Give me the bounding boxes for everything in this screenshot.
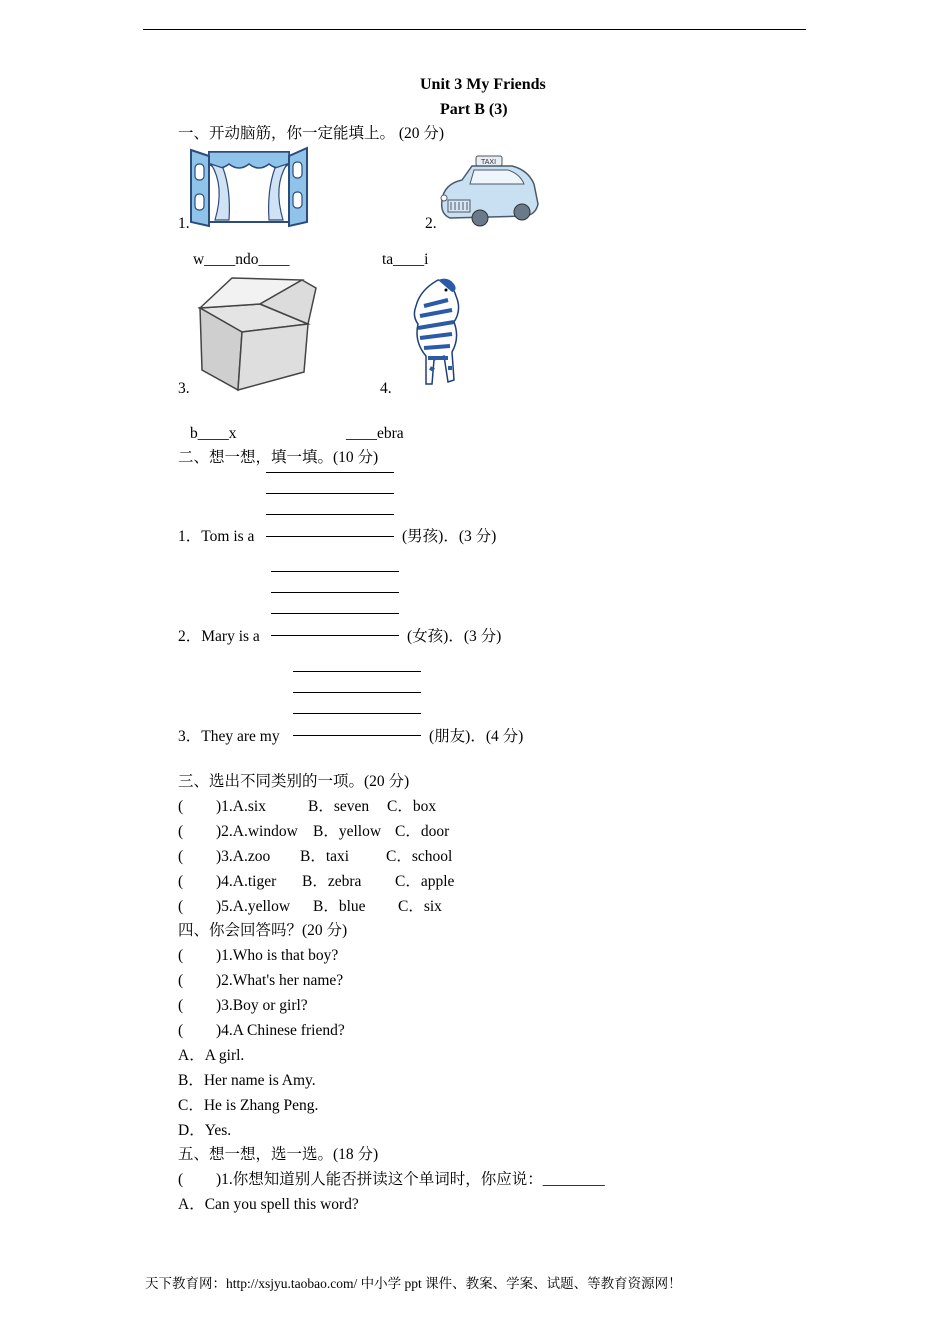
s4-q3-paren[interactable]: ( (178, 997, 184, 1014)
q3-suffix: (朋友)．(4 分) (429, 728, 524, 745)
s4-q4-text: )4.A Chinese friend? (216, 1022, 345, 1039)
s4-answer-c: C．He is Zhang Peng. (178, 1097, 319, 1114)
top-rule (143, 29, 806, 30)
s4-answer-b: B．Her name is Amy. (178, 1072, 316, 1089)
q1-blank-line-2 (266, 493, 394, 494)
q2-blank-line-1 (271, 571, 399, 572)
q1-blank-line-1 (266, 472, 394, 473)
section3-heading: 三、选出不同类别的一项。(20 分) (178, 773, 410, 790)
item4-pattern: ____ebra (346, 425, 404, 442)
s4-q4-paren[interactable]: ( (178, 1022, 184, 1039)
q1-suffix: (男孩)．(3 分) (402, 528, 497, 545)
q2-blank-line-3 (271, 613, 399, 614)
q1-answer-line[interactable] (266, 536, 394, 537)
s3-row5-question: )5.A.yellow (216, 898, 291, 915)
q1-prefix: 1．Tom is a (178, 528, 255, 545)
s3-row5-option-b: B．blue (313, 898, 366, 915)
item3-pattern: b____x (190, 425, 237, 442)
s5-answer-a: A．Can you spell this word? (178, 1196, 359, 1213)
item1-pattern: w____ndo____ (193, 251, 290, 268)
q3-prefix: 3．They are my (178, 728, 280, 745)
q2-answer-line[interactable] (271, 635, 399, 636)
q3-blank-line-2 (293, 692, 421, 693)
part-subtitle: Part B (3) (440, 101, 508, 118)
page-footer: 天下教育网：http://xsjyu.taobao.com/ 中小学 ppt 课件、教案、学案、试题、等教育资源网！ (145, 1276, 682, 1291)
q3-blank-line-3 (293, 713, 421, 714)
section4-heading: 四、你会回答吗？(20 分) (178, 922, 348, 939)
s3-row2-question: )2.A.window (216, 823, 298, 840)
s3-row4-option-c: C．apple (395, 873, 455, 890)
s3-row3-question: )3.A.zoo (216, 848, 271, 865)
q2-blank-line-2 (271, 592, 399, 593)
s3-row3-paren[interactable]: ( (178, 848, 184, 865)
s3-row3-option-b: B．taxi (300, 848, 350, 865)
s5-q1-text: )1.你想知道别人能否拼读这个单词时，你应说：________ (216, 1171, 605, 1188)
s4-answer-d: D．Yes. (178, 1122, 232, 1139)
q2-suffix: (女孩)．(3 分) (407, 628, 502, 645)
section5-heading: 五、想一想，选一选。(18 分) (178, 1146, 379, 1163)
s3-row1-paren[interactable]: ( (178, 798, 184, 815)
s3-row2-option-b: B．yellow (313, 823, 382, 840)
unit-title: Unit 3 My Friends (420, 76, 546, 93)
s3-row5-option-c: C．six (398, 898, 442, 915)
item2-number: 2. (425, 215, 437, 232)
s4-answer-a: A．A girl. (178, 1047, 245, 1064)
item4-number: 4. (380, 380, 392, 397)
section1-heading: 一、开动脑筋，你一定能填上。 (20 分) (178, 125, 445, 142)
box-icon (192, 274, 326, 392)
q3-blank-line-1 (293, 671, 421, 672)
s4-q2-text: )2.What's her name? (216, 972, 344, 989)
taxi-icon (436, 154, 540, 230)
svg-text:TAXI: TAXI (481, 159, 497, 166)
item1-number: 1. (178, 215, 190, 232)
s4-q2-paren[interactable]: ( (178, 972, 184, 989)
q2-prefix: 2．Mary is a (178, 628, 260, 645)
s3-row4-paren[interactable]: ( (178, 873, 184, 890)
s4-q3-text: )3.Boy or girl? (216, 997, 308, 1014)
window-curtain-icon (189, 146, 309, 228)
item2-pattern: ta____i (382, 251, 429, 268)
section2-heading: 二、想一想，填一填。(10 分) (178, 449, 379, 466)
s3-row4-question: )4.A.tiger (216, 873, 277, 890)
q3-answer-line[interactable] (293, 735, 421, 736)
s3-row1-option-b: B．seven (308, 798, 370, 815)
s3-row5-paren[interactable]: ( (178, 898, 184, 915)
q1-blank-line-3 (266, 514, 394, 515)
zebra-icon (408, 276, 468, 390)
s3-row2-paren[interactable]: ( (178, 823, 184, 840)
s4-q1-paren[interactable]: ( (178, 947, 184, 964)
s4-q1-text: )1.Who is that boy? (216, 947, 339, 964)
s3-row3-option-c: C．school (386, 848, 453, 865)
s5-q1-paren[interactable]: ( (178, 1171, 184, 1188)
s3-row4-option-b: B．zebra (302, 873, 362, 890)
s3-row1-option-c: C．box (387, 798, 437, 815)
s3-row1-question: )1.A.six (216, 798, 266, 815)
item3-number: 3. (178, 380, 190, 397)
s3-row2-option-c: C．door (395, 823, 450, 840)
